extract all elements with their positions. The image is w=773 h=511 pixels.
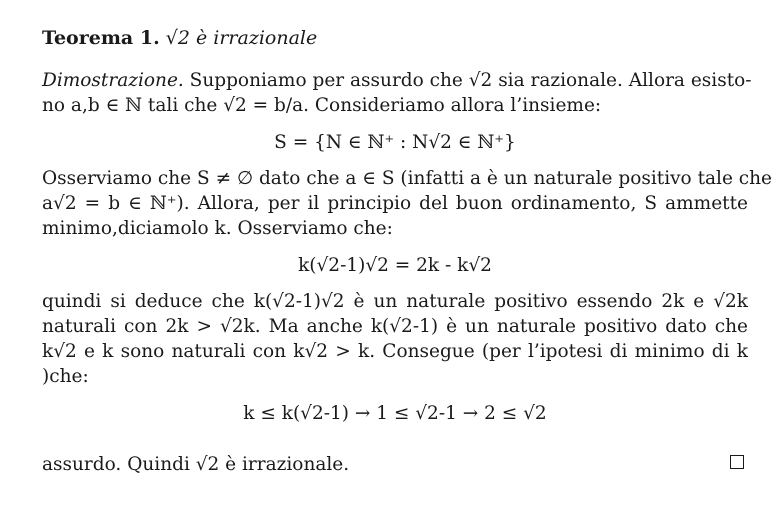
display-equation-chain: k ≤ k(√2-1) → 1 ≤ √2-1 → 2 ≤ √2 — [243, 403, 547, 424]
proof-line-5: minimo,diciamolo k. Osserviamo che: — [42, 218, 393, 239]
qed-square-icon — [730, 455, 744, 469]
proof-line-8: k√2 e k sono naturali con k√2 > k. Consegue (per l’ipotesi di minimo di k — [42, 341, 748, 362]
proof-conclusion: assurdo. Quindi √2 è irrazionale. — [42, 454, 350, 475]
proof-line-2: no a,b ∈ ℕ tali che √2 = b/a. Consideriamo allora l’insieme: — [42, 95, 602, 116]
display-equation-set: S = {N ∈ ℕ⁺ : N√2 ∈ ℕ⁺} — [274, 132, 516, 153]
theorem-label: Teorema 1. — [42, 27, 160, 49]
proof-line-7: naturali con 2k > √2k. Ma anche k(√2-1) è un naturale positivo dato che — [42, 316, 748, 337]
proof-line-9: )che: — [42, 366, 89, 387]
theorem-name: √2 è irrazionale — [165, 27, 318, 49]
display-equation-identity: k(√2-1)√2 = 2k - k√2 — [298, 255, 492, 276]
proof-line-6: quindi si deduce che k(√2-1)√2 è un naturale positivo essendo 2k e √2k — [42, 291, 748, 312]
proof-line-4: a√2 = b ∈ ℕ⁺). Allora, per il principio del buon ordinamento, S ammette — [42, 193, 748, 214]
proof-line-1: Dimostrazione. Supponiamo per assurdo che √2 sia razionale. Allora esisto- — [42, 70, 752, 91]
proof-line-3: Osserviamo che S ≠ ∅ dato che a ∈ S (infatti a è un naturale positivo tale che — [42, 168, 773, 189]
proof-body — [42, 68, 773, 437]
document-page — [42, 0, 773, 511]
theorem-heading — [42, 24, 317, 52]
